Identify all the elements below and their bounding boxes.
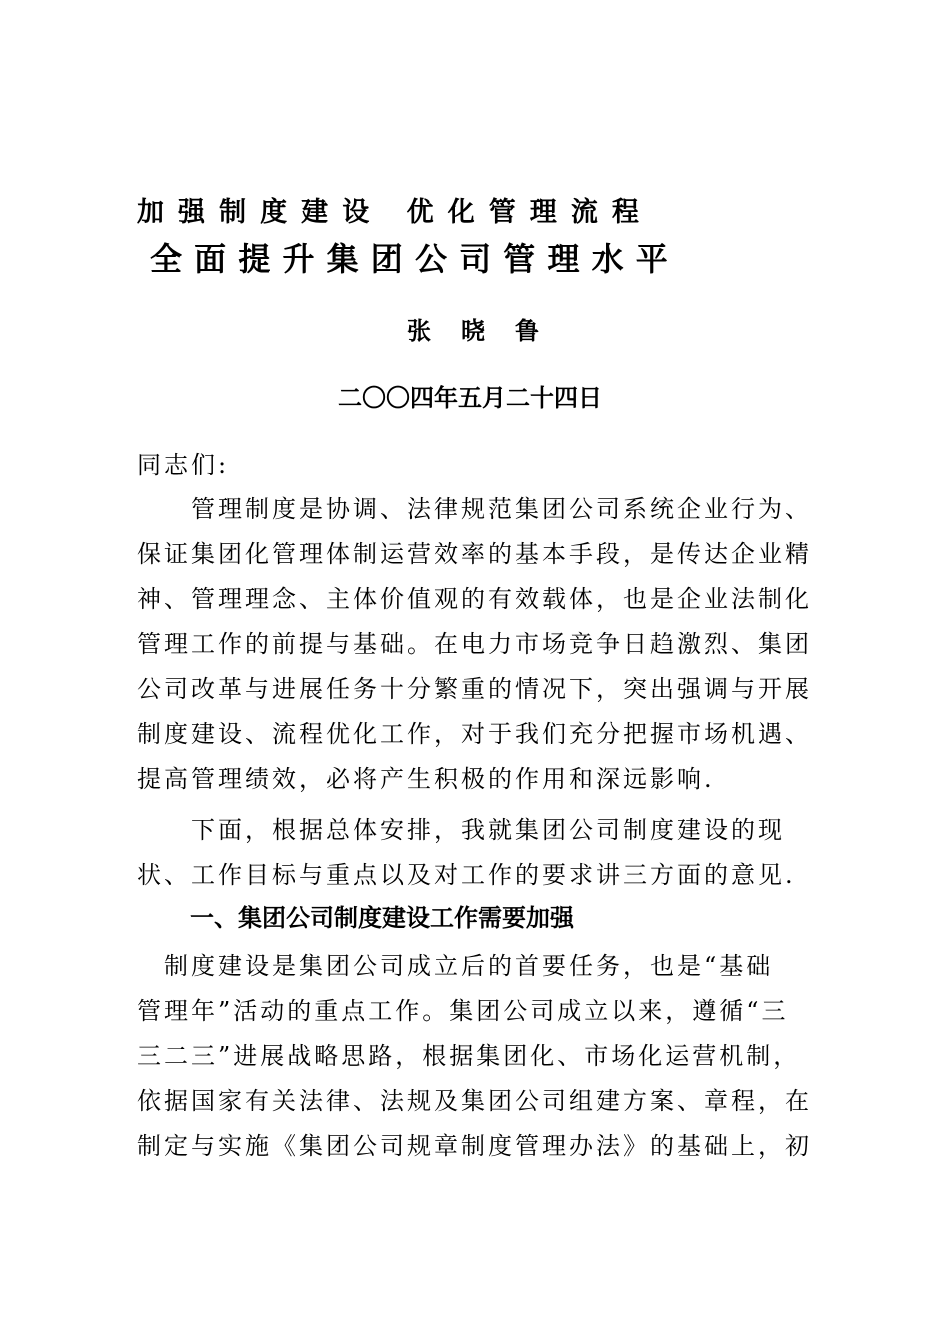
paragraph-1-line-7: 提高管理绩效，必将产生积极的作用和深远影响. — [137, 765, 715, 793]
speech-date: 二〇〇四年五月二十四日 — [338, 384, 602, 412]
paragraph-2-line-2: 状、工作目标与重点以及对工作的要求讲三方面的意见. — [137, 861, 796, 889]
paragraph-1-line-4: 管理工作的前提与基础。在电力市场竞争日趋激烈、集团 — [137, 630, 812, 658]
paragraph-3-line-3: 三二三”进展战略思路，根据集团化、市场化运营机制， — [137, 1042, 801, 1070]
paragraph-1-line-1: 管理制度是协调、法律规范集团公司系统企业行为、 — [137, 495, 812, 523]
paragraph-1-line-3: 神、管理理念、主体价值观的有效载体，也是企业法制化 — [137, 585, 812, 613]
section-1-heading: 一、集团公司制度建设工作需要加强 — [190, 904, 574, 932]
paragraph-3-line-5: 制定与实施《集团公司规章制度管理办法》的基础上，初 — [137, 1132, 812, 1160]
paragraph-3-line-2: 管理年”活动的重点工作。集团公司成立以来，遵循“三 — [137, 997, 789, 1025]
document-title-line-1: 加强制度建设 优化管理流程 — [137, 197, 653, 228]
paragraph-1-line-5: 公司改革与进展任务十分繁重的情况下，突出强调与开展 — [137, 675, 812, 703]
paragraph-1-line-6: 制度建设、流程优化工作，对于我们充分把握市场机遇、 — [137, 720, 812, 748]
paragraph-3-line-1: 制度建设是集团公司成立后的首要任务，也是“基础 — [137, 952, 774, 980]
author-name: 张晓鲁 — [407, 317, 569, 345]
salutation: 同志们: — [137, 451, 230, 479]
paragraph-2-line-1: 下面，根据总体安排，我就集团公司制度建设的现 — [137, 816, 785, 844]
paragraph-3-line-4: 依据国家有关法律、法规及集团公司组建方案、章程，在 — [137, 1087, 812, 1115]
document-title-line-2: 全面提升集团公司管理水平 — [150, 240, 680, 278]
paragraph-1-line-2: 保证集团化管理体制运营效率的基本手段，是传达企业精 — [137, 540, 812, 568]
